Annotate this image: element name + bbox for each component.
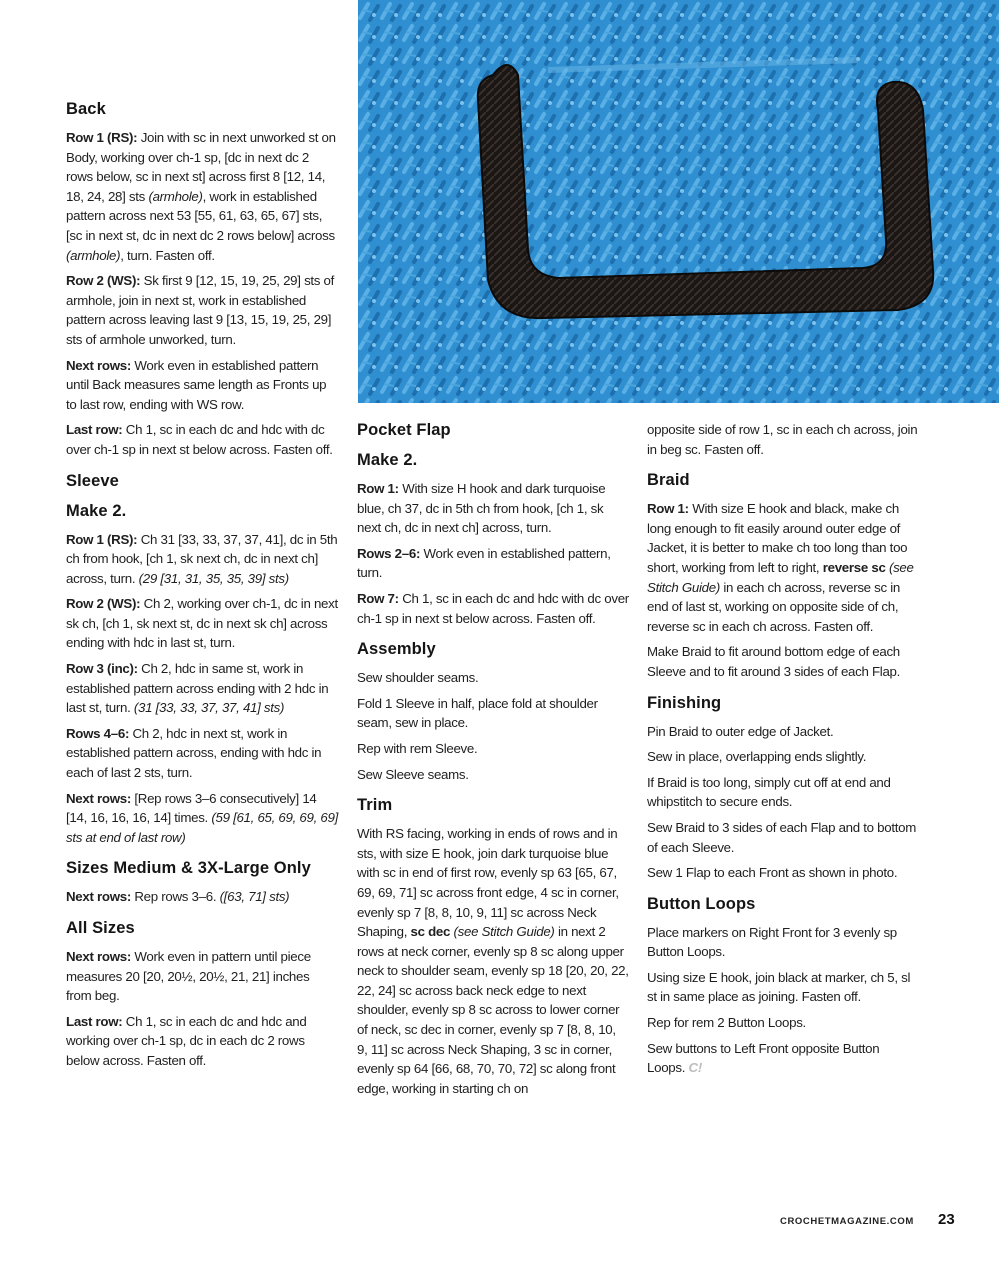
sleeve-next-rows: Next rows: [Rep rows 3–6 consecutively] 14 [14, 16, 16, 16, 14] times. (59 [61, 65, 69, 69, 69] sts at end of last row): [66, 790, 338, 845]
loops-step-1: Place markers on Right Front for 3 evenly sp Button Loops.: [647, 924, 897, 960]
column-left: [66, 98, 338, 1077]
section-heading-finishing: Finishing: [647, 693, 722, 712]
back-next-rows: Next rows: Work even in established pattern until Back measures same length as Fronts up to last row, ending with WS row.: [66, 357, 327, 412]
finishing-step-3: If Braid is too long, simply cut off at end and whipstitch to secure ends.: [647, 774, 891, 810]
sleeve-rows-4-6: Rows 4–6: Ch 2, hdc in next st, work in established pattern across, ending with hdc in each of last 2 sts, turn.: [66, 725, 322, 781]
finishing-step-2: Sew in place, overlapping ends slightly.: [647, 749, 867, 765]
section-heading-all-sizes: All Sizes: [66, 919, 135, 937]
section-heading-assembly: Assembly: [357, 640, 436, 659]
sleeve-make: Make 2.: [66, 501, 127, 520]
braid-note: Make Braid to fit around bottom edge of each Sleeve and to fit around 3 sides of each Flap.: [647, 644, 901, 679]
flap-rows-2-6: Rows 2–6: Work even in established pattern, turn.: [357, 545, 611, 581]
trim-continued: opposite side of row 1, sc in each ch across, join in beg sc. Fasten off.: [647, 422, 918, 457]
assembly-step-2: Fold 1 Sleeve in half, place fold at shoulder seam, sew in place.: [357, 695, 598, 731]
loops-step-4: Sew buttons to Left Front opposite Button Loops. C!: [647, 1040, 880, 1076]
all-last-row: Last row: Ch 1, sc in each dc and hdc and working over ch-1 sp, dc in each dc 2 rows below across. Fasten off.: [66, 1013, 307, 1068]
finishing-step-5: Sew 1 Flap to each Front as shown in photo.: [647, 865, 898, 881]
flap-row-7: Row 7: Ch 1, sc in each dc and hdc with dc over ch-1 sp in next st below across. Fasten off.: [357, 590, 629, 626]
back-last-row: Last row: Ch 1, sc in each dc and hdc with dc over ch-1 sp in next st below across. Fasten off.: [66, 422, 333, 457]
assembly-step-1: Sew shoulder seams.: [357, 670, 479, 686]
sleeve-row-3: Row 3 (inc): Ch 2, hdc in same st, work in established pattern across ending with 2 hdc in last st, turn. (31 [33, 33, 37, 37, 41] sts): [66, 661, 329, 716]
sleeve-row-2: Row 2 (WS): Ch 2, working over ch-1, dc in next sk ch, [ch 1, sk next st, dc in next sk ch] across ending with hdc in last st, turn.: [66, 596, 338, 651]
crochet-pocket-flap-icon: [358, 0, 999, 403]
footer-site-name: CROCHETMAGAZINE.COM: [780, 1216, 914, 1227]
crochet-flap-photo: [358, 0, 999, 403]
finishing-step-4: Sew Braid to 3 sides of each Flap and to bottom of each Sleeve.: [647, 819, 916, 855]
page-footer: [780, 1211, 960, 1231]
sleeve-row-1: Row 1 (RS): Ch 31 [33, 33, 37, 37, 41], dc in 5th ch from hook, [ch 1, sk next ch, dc in next ch] across, turn. (29 [31, 31, 35, 35, 39] sts): [66, 531, 338, 586]
section-heading-pocket-flap: Pocket Flap: [357, 421, 451, 439]
assembly-step-3: Rep with rem Sleeve.: [357, 740, 478, 756]
all-next-rows: Next rows: Work even in pattern until piece measures 20 [20, 20½, 20½, 21, 21] inches from beg.: [66, 949, 311, 1004]
column-middle: [357, 419, 629, 1104]
section-heading-back: Back: [66, 100, 106, 118]
section-heading-sleeve: Sleeve: [66, 471, 119, 490]
braid-row-1: Row 1: With size E hook and black, make ch long enough to fit easily around outer edge of Jacket, it is better to make ch too long than too short, working from left to right, reverse sc (see Stitch Guide) in each ch across, reverse sc in end of last st, working on opposite side of ch, reverse sc in each ch across. Fasten off.: [647, 501, 914, 634]
back-row-1: Row 1 (RS): Join with sc in next unworked st on Body, working over ch-1 sp, [dc in next dc 2 rows below, sc in next st] across first 8 [12, 14, 18, 24, 28] sts (armhole), work in established pattern across next 53 [55, 61, 63, 65, 67] sts, [sc in next st, dc in next dc 2 rows below] across (armhole), turn. Fasten off.: [66, 130, 336, 263]
assembly-step-4: Sew Sleeve seams.: [357, 766, 469, 782]
section-heading-braid: Braid: [647, 471, 690, 490]
section-heading-sizes-medium: Sizes Medium & 3X-Large Only: [66, 859, 311, 878]
section-heading-button-loops: Button Loops: [647, 894, 756, 913]
loops-step-3: Rep for rem 2 Button Loops.: [647, 1015, 806, 1031]
end-mark-icon: C!: [688, 1060, 702, 1076]
flap-make: Make 2.: [357, 451, 418, 469]
medium-next-rows: Next rows: Rep rows 3–6. ([63, 71] sts): [66, 889, 290, 905]
finishing-step-1: Pin Braid to outer edge of Jacket.: [647, 723, 834, 739]
trim-instructions: With RS facing, working in ends of rows and in sts, with size E hook, join dark turquoise blue with sc in end of first row, evenly sp 63 [65, 67, 69, 69, 71] sc across front edge, 4 sc in corner, evenly sp 7 [8, 8, 10, 9, 11] sc across Neck Shaping, sc dec (see Stitch Guide) in next 2 rows at neck corner, evenly sp 8 sc along upper neck to shoulder seam, evenly sp 18 [20, 20, 22, 22, 24] sc across back neck edge to next shoulder, evenly sp 8 sc across to lower corner of neck, sc dec in corner, evenly sp 7 [8, 8, 10, 9, 11] sc across Neck Shaping, 3 sc in corner, evenly sp 64 [66, 68, 70, 70, 72] sc along front edge, working in starting ch on: [357, 826, 629, 1096]
section-heading-trim: Trim: [357, 796, 393, 815]
flap-row-1: Row 1: With size H hook and dark turquoise blue, ch 37, dc in 5th ch from hook, [ch 1, sk next ch, dc in next ch] across, turn.: [357, 481, 606, 536]
loops-step-2: Using size E hook, join black at marker, ch 5, sl st in same place as joining. Fasten off.: [647, 969, 911, 1005]
page-number: 23: [938, 1211, 955, 1228]
column-right: [647, 420, 919, 1084]
back-row-2: Row 2 (WS): Sk first 9 [12, 15, 19, 25, 29] sts of armhole, join in next st, work in established pattern across leaving last 9 [13, 15, 19, 25, 29] sts of armhole unworked, turn.: [66, 273, 335, 347]
